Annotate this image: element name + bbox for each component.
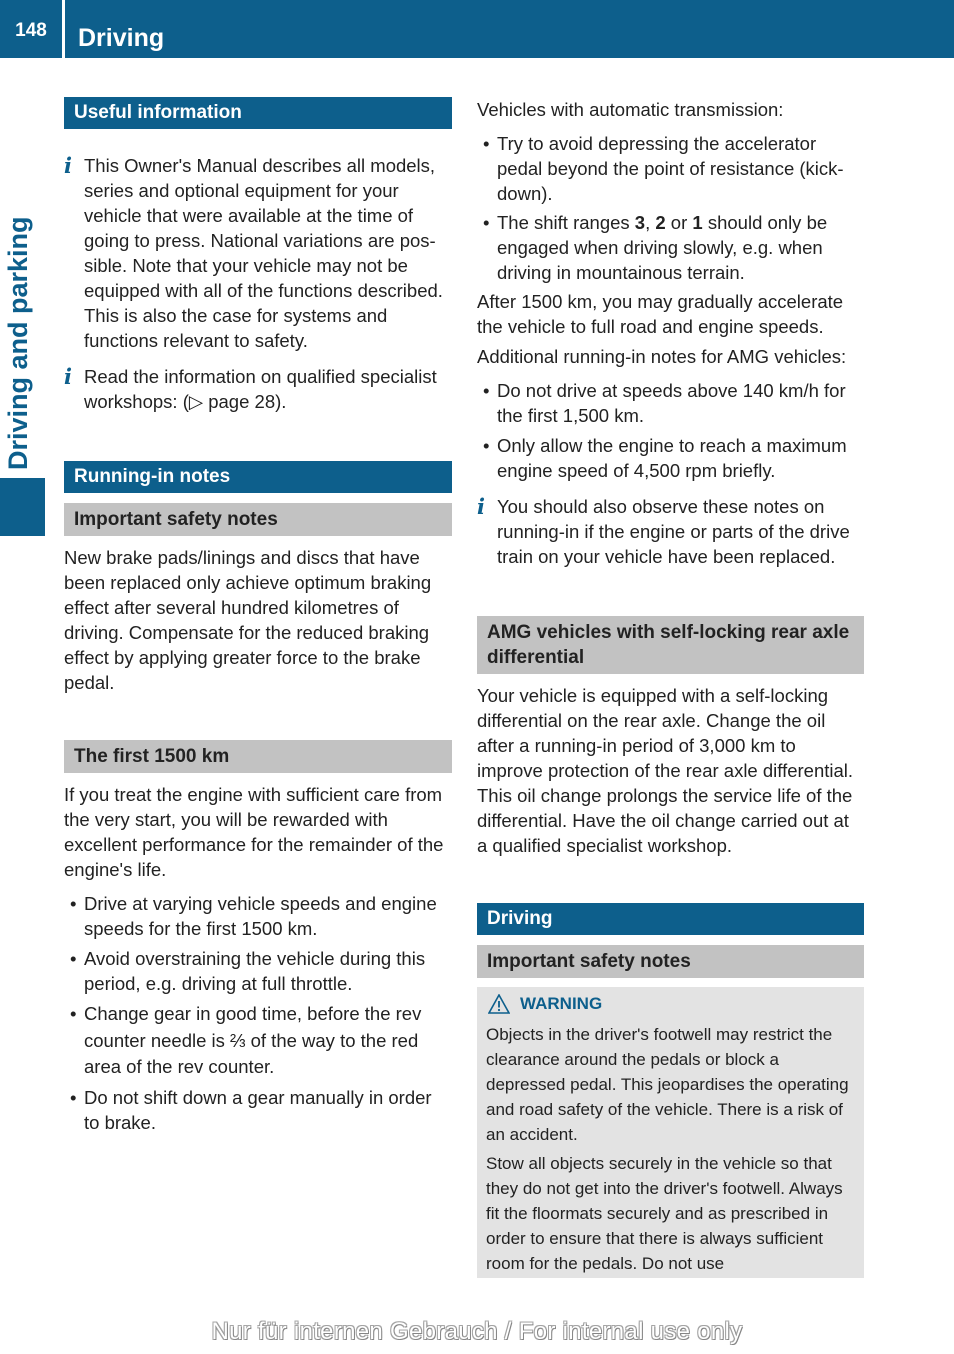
warning-text: Stow all objects securely in the vehicle so that they do not get into the driver's footwell. Always fit the floormats securely and as prescribed in order to ensure that there is always sufficient room for the pedals. Do not use — [486, 1154, 843, 1273]
list-item: • Do not shift down a gear manually in order to brake. — [64, 1085, 452, 1135]
shift-text: should only be engaged when driving slowly, e.g. when driving in mountainous terrain. — [497, 212, 828, 283]
list-item: • Only allow the engine to reach a maximum engine speed of 4,500 rpm briefly. — [477, 433, 864, 483]
header-divider — [62, 0, 65, 58]
list-item: • Try to avoid depressing the accelerator pedal beyond the point of resistance (kickdown). — [477, 131, 864, 206]
list-item — [477, 210, 864, 285]
info-text-running-in: You should also observe these notes on running-in if the engine or parts of the drive train on your vehicle have been replaced. — [497, 496, 850, 567]
info-note — [64, 153, 452, 353]
shift-text: The shift ranges — [497, 212, 635, 233]
info-note — [477, 494, 864, 569]
subsection-title-amg-differential: AMG vehicles with self-locking rear axle differential — [477, 616, 864, 674]
list-item: • Do not drive at speeds above 140 km/h for the first 1,500 km. — [477, 378, 864, 428]
left-column — [64, 97, 452, 1135]
differential-paragraph: Your vehicle is equipped with a self-locking differential on the rear axle. Change the oil after a running-in period of 3,000 km to improve protection of the rear axle differential. This oil change prolongs the service life of the differential. Have the oil change carried out at a qualified specialist workshop. — [477, 685, 854, 856]
list-item: • Drive at varying vehicle speeds and engine speeds for the first 1500 km. — [64, 891, 452, 941]
shift-sep: or — [665, 212, 693, 233]
section-title-driving: Driving — [477, 903, 864, 935]
warning-box — [477, 987, 864, 1278]
subsection-title-driving-safety: Important safety notes — [477, 945, 864, 978]
chapter-title: Driving — [78, 24, 165, 52]
info-text: This Owner's Manual describes all models, series and optional equipment for your vehicle that were available at the time of going to press. National variations are possible. Note that your vehicle may not be equipped with all of the functions described. This is also the case for systems and functions relevant to safety. — [84, 155, 443, 351]
first-1500-paragraph: If you treat the engine with sufficient care from the very start, you will be rewarded with excellent performance for the remainder of the engine's life. — [64, 784, 444, 880]
info-icon: i — [64, 153, 72, 178]
page-number: 148 — [15, 19, 47, 41]
warning-label: WARNING — [520, 994, 603, 1013]
automatic-intro: Vehicles with automatic transmission: — [477, 99, 784, 120]
safety-paragraph: New brake pads/linings and discs that have been replaced only achieve optimum braking effect after several hundred kilometres of driving. Compensate for the reduced braking effect by applying greater force to the brake pedal. — [64, 547, 432, 693]
shift-range-3: 3 — [634, 212, 646, 233]
subsection-title-safety-notes: Important safety notes — [64, 503, 452, 536]
shift-range-2: 2 — [655, 212, 666, 233]
section-title-useful-information: Useful information — [64, 97, 452, 129]
warning-text: Objects in the driver's footwell may restrict the clearance around the pedals or block a depressed pedal. This jeopardises the operating and road safety of the vehicle. There is a risk of an accident. — [486, 1025, 849, 1144]
info-text-workshops: Read the information on qualified specialist workshops: (▷ page 28). — [84, 366, 437, 412]
warning-header — [486, 993, 855, 1015]
info-icon: i — [477, 494, 485, 519]
list-item: • Change gear in good time, before the rev counter needle is ⅔ of the way to the red area of the rev counter. — [64, 1001, 452, 1081]
right-column — [477, 97, 864, 1278]
list-item: • Avoid overstraining the vehicle during this period, e.g. driving at full throttle. — [64, 946, 452, 996]
shift-range-1: 1 — [692, 212, 703, 233]
info-note — [64, 364, 452, 414]
info-icon: i — [64, 364, 72, 389]
warning-triangle-icon — [488, 994, 510, 1014]
side-tab-label: Driving and parking — [3, 216, 33, 470]
shift-sep: , — [645, 212, 656, 233]
amg-intro: Additional running-in notes for AMG vehicles: — [477, 346, 847, 367]
subsection-title-first-1500: The first 1500 km — [64, 740, 452, 773]
section-title-running-in: Running-in notes — [64, 461, 452, 493]
internal-use-watermark: Nur für internen Gebrauch / For internal use only — [211, 1318, 743, 1345]
after-1500-paragraph: After 1500 km, you may gradually accelerate the vehicle to full road and engine speeds. — [477, 291, 844, 337]
